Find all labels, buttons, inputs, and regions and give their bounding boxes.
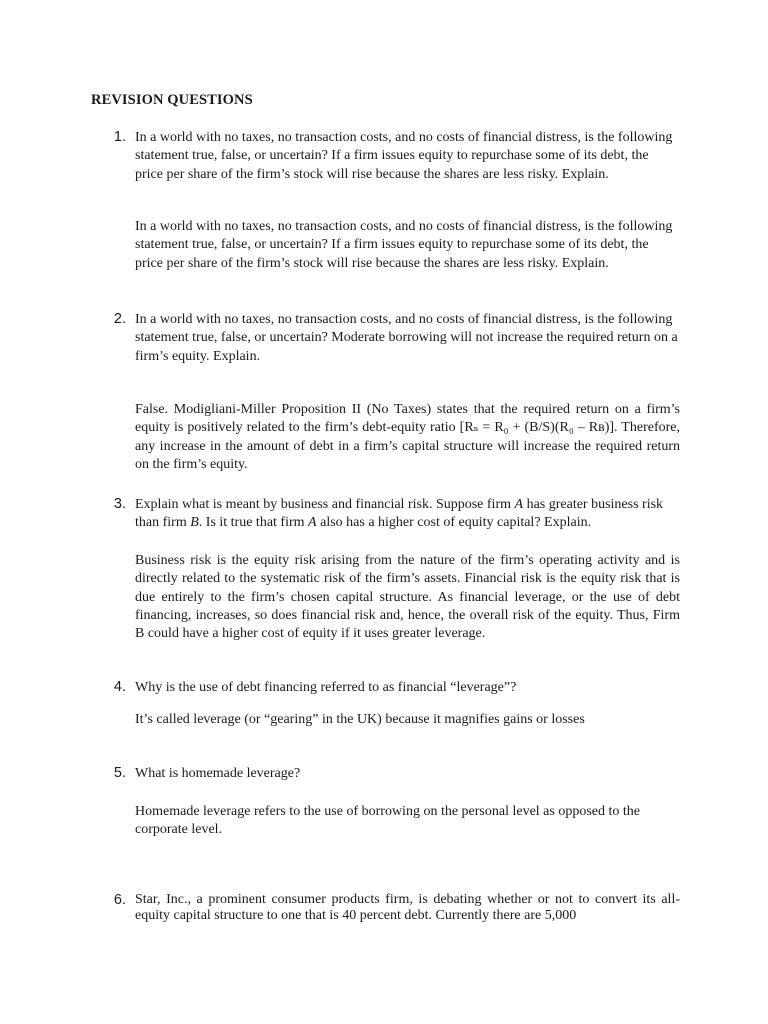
question-2-text: In a world with no taxes, no transaction costs, and no costs of financial distress, is the following statement true, false, or uncertain? Moderate borrowing will not increase the required return on a firm’s equity. Explain. <box>135 312 678 364</box>
question-6-text: Star, Inc., a prominent consumer products firm, is debating whether or not to convert its all-equity capital structure to one that is 40 percent debt. Currently there are 5,000 <box>135 892 680 923</box>
question-3-firm-a: A <box>514 497 524 512</box>
answer-5-text: Homemade leverage refers to the use of borrowing on the personal level as opposed to the corporate level. <box>135 804 640 838</box>
question-5-text: What is homemade leverage? <box>135 766 301 781</box>
answer-2-text: False. Modigliani-Miller Proposition II (No Taxes) states that the required return on a firm’s equity is positively related to the firm’s debt-equity ratio [Rₛ = R₀ + (B/S)(R₀ – Rʙ)]. Therefore, any increase in the amount of debt in a firm’s capital structure will increase the required return on the firm’s equity. <box>135 402 680 472</box>
question-3-firm-b: B <box>190 515 199 531</box>
question-number-3: 3. <box>113 496 126 512</box>
question-number-5: 5. <box>113 765 126 781</box>
question-number-4: 4. <box>113 679 126 695</box>
question-3-firm-a-again: A <box>308 515 317 531</box>
question-3-part-1: Explain what is meant by business and financial risk. Suppose firm <box>135 497 515 512</box>
question-3-part-4: also has a higher cost of equity capital? Explain. <box>316 515 592 531</box>
question-number-1: 1. <box>113 129 126 145</box>
question-number-2: 2. <box>113 311 126 327</box>
answer-3-text: Business risk is the equity risk arising from the nature of the firm’s operating activity and is directly related to the systematic risk of the firm’s assets. Financial risk is the equity risk that is due entirely to the firm’s chosen capital structure. As financial leverage, or the use of debt financing, increases, so does financial risk and, hence, the overall risk of the equity. Thus, Firm B could have a higher cost of equity if it uses greater leverage. <box>135 553 680 642</box>
question-3-part-2: has greater business risk than firm <box>135 497 664 531</box>
answer-1-text: In a world with no taxes, no transaction costs, and no costs of financial distress, is the following statement true, false, or uncertain? If a firm issues equity to repurchase some of its debt, the price per share of the firm’s stock will rise because the shares are less risky. Explain. <box>135 219 673 271</box>
question-1-text: In a world with no taxes, no transaction costs, and no costs of financial distress, is the following statement true, false, or uncertain? If a firm issues equity to repurchase some of its debt, the price per share of the firm’s stock will rise because the shares are less risky. Explain. <box>135 130 673 182</box>
question-3-text <box>135 496 680 533</box>
question-3-part-3: . Is it true that firm <box>198 515 309 531</box>
question-number-6: 6. <box>113 892 126 908</box>
page-heading: REVISION QUESTIONS <box>91 92 253 108</box>
question-4-text: Why is the use of debt financing referred to as financial “leverage”? <box>135 680 517 695</box>
answer-4-text: It’s called leverage (or “gearing” in the UK) because it magnifies gains or losses <box>135 712 585 727</box>
